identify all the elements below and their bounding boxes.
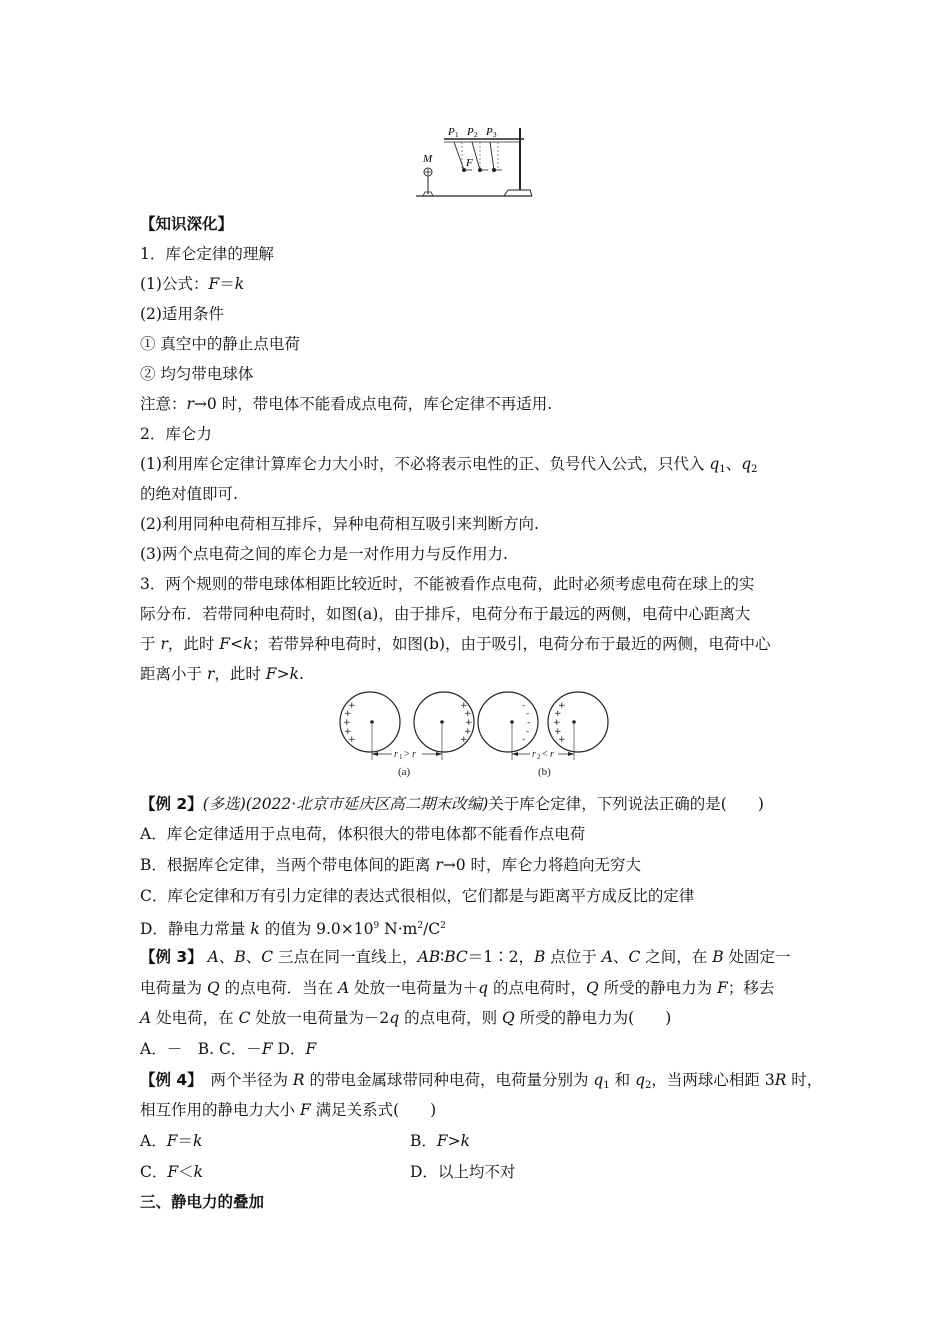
r1-r: r (412, 749, 416, 760)
item2-3: (3)两个点电荷之间的库仑力是一对作用力与反作用力. (140, 545, 508, 563)
label-b: (b) (538, 766, 551, 778)
item2-title: 2．库仑力 (140, 425, 212, 443)
plus-mark: + (554, 727, 562, 737)
item1-condition-a: ① 真空中的静止点电荷 (140, 335, 300, 353)
ex4-line1: 【例 4】 两个半径为 R 的带电金属球带同种电荷，电荷量分别为 $q_1$ 和 $q_2$，当两球心相距 3R 时， (140, 1071, 823, 1091)
plus-mark: + (464, 727, 472, 737)
r2-lt: < (542, 749, 548, 760)
plus-mark: + (343, 718, 351, 728)
item1-condition-b: ② 均匀带电球体 (140, 365, 254, 383)
plus-mark: + (558, 735, 566, 745)
plus-mark: + (558, 701, 566, 711)
item3-line1: 3．两个规则的带电球体相距比较近时，不能被看作点电荷，此时必须考虑电荷在球上的实 (140, 575, 755, 593)
label-p2: P (467, 126, 474, 138)
plus-mark: + (460, 735, 468, 745)
plus-mark: + (460, 701, 468, 711)
ex2-stem: 【例 2】(多选)(2022·北京市延庆区高二期末改编)关于库仑定律，下列说法正确的是( ) (140, 795, 764, 813)
item2-1-line1: (1)利用库仑定律计算库仑力大小时，不必将表示电性的正、负号代入公式，只代入 $q_1$、$q_2$ (140, 455, 758, 475)
item2-2: (2)利用同种电荷相互排斥，异种电荷相互吸引来判断方向. (140, 515, 539, 533)
minus-mark: - (527, 718, 531, 728)
ex3-line3: A 处电荷，在 C 处放一电荷量为－2q 的点电荷，则 Q 所受的静电力为( ) (140, 1009, 672, 1027)
r1-gt: > (404, 749, 410, 760)
ex4-option-c: C．F＜k (140, 1163, 204, 1181)
charged-spheres-figure (334, 690, 614, 782)
item1-condition-title: (2)适用条件 (140, 305, 224, 323)
plus-mark: + (344, 709, 352, 719)
note-line: 注意：r→0 时，带电体不能看成点电荷，库仑定律不再适用. (140, 395, 553, 413)
label-p1-sub: 1 (455, 131, 459, 139)
plus-mark: + (344, 727, 352, 737)
pendulum-apparatus-figure (408, 120, 540, 202)
ex2-option-a: A．库仑定律适用于点电荷，体积很大的带电体都不能看作点电荷 (140, 825, 586, 843)
item2-1-line2: 的绝对值即可. (140, 485, 238, 503)
item1-formula: (1)公式：F＝k (140, 275, 245, 293)
plus-mark: + (554, 709, 562, 719)
item1-title: 1．库仑定律的理解 (140, 245, 274, 263)
minus-mark: - (522, 735, 526, 745)
section-knowledge-title: 【知识深化】 (140, 215, 234, 233)
label-f: F (466, 157, 473, 169)
ex4-line2: 相互作用的静电力大小 F 满足关系式( ) (140, 1101, 437, 1119)
minus-mark: - (526, 727, 530, 737)
ex2-option-d: D．静电力常量 k 的值为 $9.0\times 10^9$ $N\cdot m^2/C^2$ (140, 920, 446, 938)
plus-mark: + (348, 735, 356, 745)
ex4-option-b: B．F>k (410, 1132, 471, 1150)
item3-line4: 距离小于 r，此时 F>k. (140, 665, 304, 683)
ex3-line2: 电荷量为 Q 的点电荷．当在 A 处放一电荷量为＋q 的点电荷时，Q 所受的静电力为 F；移去 (140, 979, 775, 997)
label-a: (a) (398, 766, 411, 778)
ex3-line1: 【例 3】 A、B、C 三点在同一直线上，AB∶BC＝1∶2，B 点位于 A、C 之间，在 B 处固定一 (140, 948, 791, 966)
item3-line3: 于 r，此时 F<k；若带异种电荷时，如图(b)，由于吸引，电荷分布于最近的两侧，电荷中心 (140, 635, 771, 653)
r1-label: r (394, 749, 398, 760)
r2-r: r (550, 749, 554, 760)
label-m: M (423, 153, 433, 165)
section3-title: 三、静电力的叠加 (140, 1193, 265, 1211)
ex2-option-c: C．库仑定律和万有引力定律的表达式很相似，它们都是与距离平方成反比的定律 (140, 887, 695, 905)
r1-sub: 1 (399, 753, 403, 761)
r2-sub: 2 (537, 753, 541, 761)
label-p3: P (486, 126, 493, 138)
ex2-option-b: B．根据库仑定律，当两个带电体间的距离 r→0 时，库仑力将趋向无穷大 (140, 856, 642, 874)
item3-line2: 际分布．若带同种电荷时，如图(a)，由于排斥，电荷分布于最远的两侧，电荷中心距离大 (140, 605, 751, 623)
plus-mark: + (553, 718, 561, 728)
plus-mark: + (348, 701, 356, 711)
r2-label: r (532, 749, 536, 760)
plus-mark: + (464, 709, 472, 719)
ex3-options: A．－ B. C．－F D．F (140, 1040, 317, 1058)
label-p2-sub: 2 (474, 131, 478, 139)
plus-mark: + (465, 718, 473, 728)
label-p3-sub: 3 (493, 131, 497, 139)
label-p1: P (448, 126, 455, 138)
ex4-option-a: A．F＝k (140, 1132, 203, 1150)
ex4-option-d: D．以上均不对 (410, 1163, 516, 1181)
minus-mark: - (526, 709, 530, 719)
minus-mark: - (522, 701, 526, 711)
